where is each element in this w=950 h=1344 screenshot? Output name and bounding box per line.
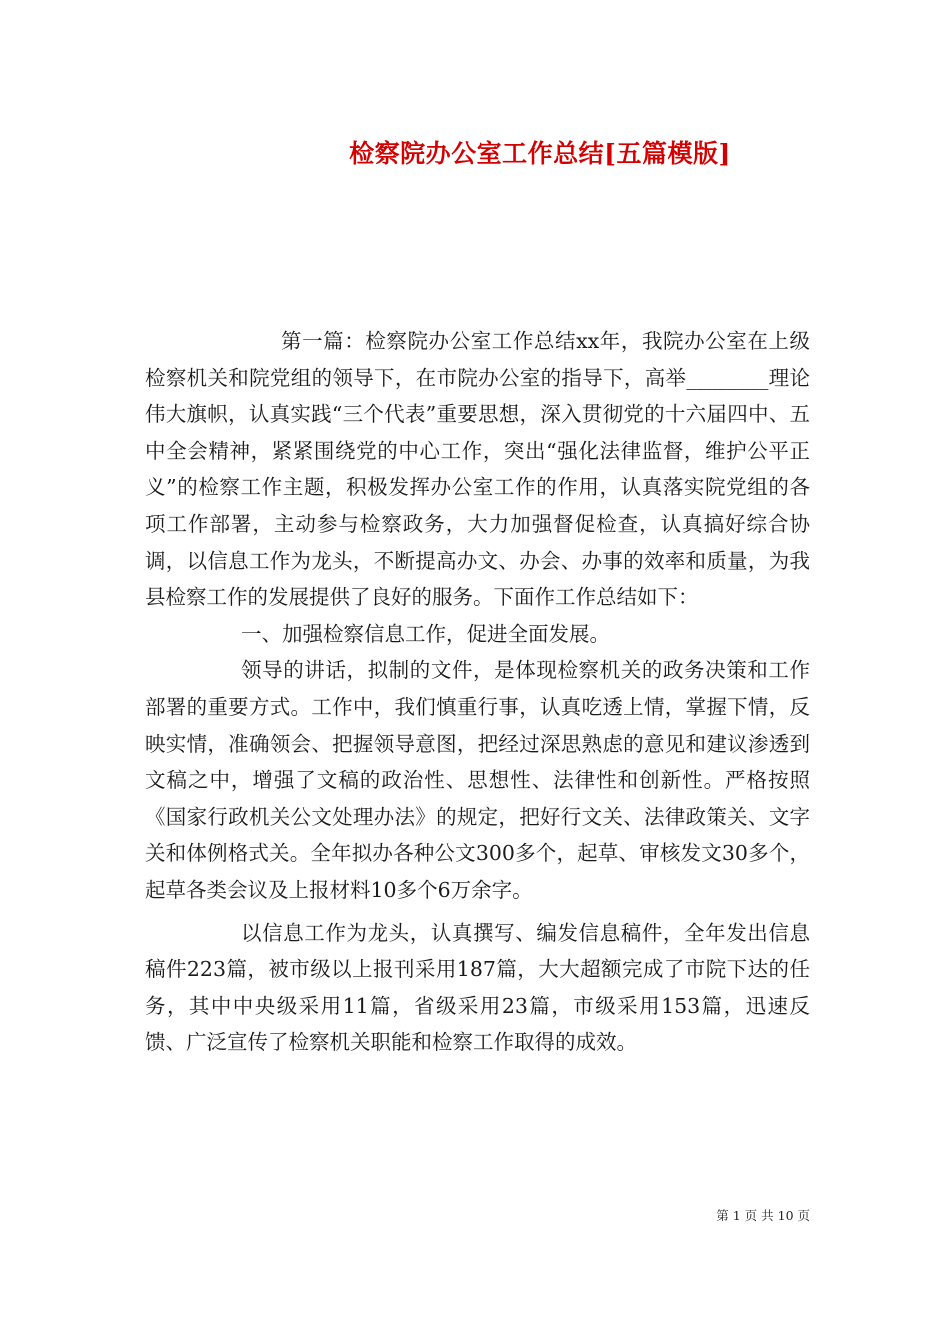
section-heading: 一、加强检察信息工作，促进全面发展。	[241, 621, 610, 646]
page-number-footer: 第 1 页 共 10 页	[716, 1208, 810, 1223]
document-body	[145, 323, 810, 1061]
document-title: 检察院办公室工作总结[五篇模版]	[349, 139, 731, 168]
paragraph-information: 以信息工作为龙头，认真撰写、编发信息稿件，全年发出信息稿件223篇，被市级以上报刊采用187篇，大大超额完成了市院下达的任务，其中中央级采用11篇，省级采用23篇，市级采用153篇，迅速反馈、广泛宣传了检察机关职能和检察工作取得的成效。	[145, 920, 810, 1055]
paragraph-intro: 第一篇：检察院办公室工作总结xx年，我院办公室在上级检察机关和院党组的领导下，在市院办公室的指导下，高举________理论伟大旗帜，认真实践“三个代表”重要思想，深入贯彻党的十六届四中、五中全会精神，紧紧围绕党的中心工作，突出“强化法律监督，维护公平正义”的检察工作主题，积极发挥办公室工作的作用，认真落实院党组的各项工作部署，主动参与检察政务，大力加强督促检查，认真搞好综合协调，以信息工作为龙头，不断提高办文、办会、办事的效率和质量，为我县检察工作的发展提供了良好的服务。下面作工作总结如下：	[145, 329, 810, 610]
paragraph-documents: 领导的讲话，拟制的文件，是体现检察机关的政务决策和工作部署的重要方式。工作中，我们慎重行事，认真吃透上情，掌握下情，反映实情，准确领会、把握领导意图，把经过深思熟虑的意见和建议渗透到文稿之中，增强了文稿的政治性、思想性、法律性和创新性。严格按照《国家行政机关公文处理办法》的规定，把好行文关、法律政策关、文字关和体例格式关。全年拟办各种公文300多个，起草、审核发文30多个，起草各类会议及上报材料10多个6万余字。	[145, 658, 810, 902]
